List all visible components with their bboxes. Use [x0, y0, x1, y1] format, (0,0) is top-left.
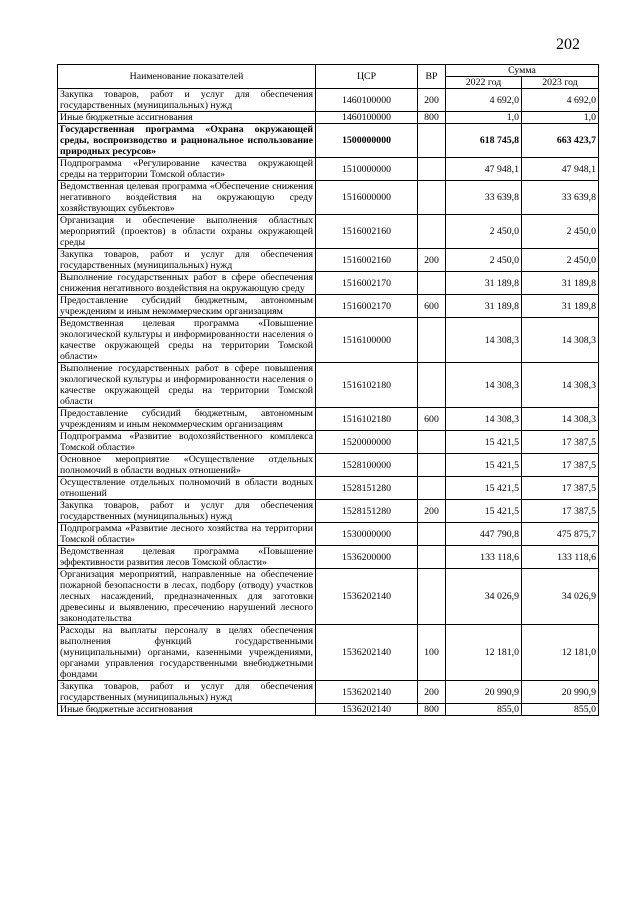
- row-amount-2022: 15 421,5: [446, 500, 522, 523]
- row-amount-2022: 15 421,5: [446, 454, 522, 477]
- row-amount-2022: 618 745,8: [446, 124, 522, 158]
- row-name: Организация мероприятий, направленные на обеспечение пожарной безопасности в лесах, подбору (отводу) участков лесных насаждений, предназначенных для заготовки древесины и выявлению, пресечению нарушений лесного законодательства: [58, 569, 316, 625]
- table-row: [58, 569, 599, 625]
- table-row: [58, 295, 599, 318]
- row-amount-2022: 14 308,3: [446, 363, 522, 408]
- row-csr: 1528151280: [316, 477, 418, 500]
- row-amount-2023: 12 181,0: [522, 625, 599, 681]
- row-csr: 1536202140: [316, 704, 418, 716]
- header-sum: Сумма: [446, 65, 599, 77]
- row-amount-2023: 31 189,8: [522, 272, 599, 295]
- row-vr: [418, 215, 446, 249]
- row-csr: 1536202140: [316, 569, 418, 625]
- row-amount-2023: 855,0: [522, 704, 599, 716]
- row-csr: 1536202140: [316, 681, 418, 704]
- row-amount-2023: 47 948,1: [522, 158, 599, 181]
- row-vr: [418, 569, 446, 625]
- budget-table: [57, 64, 599, 716]
- table-row: [58, 272, 599, 295]
- row-vr: [418, 124, 446, 158]
- row-name: Ведомственная целевая программа «Обеспечение снижения негативного воздействия на окружающую среду хозяйствующих субъектов»: [58, 181, 316, 215]
- header-year-2023: 2023 год: [522, 77, 599, 89]
- row-name: Государственная программа «Охрана окружающей среды, воспроизводство и рациональное использование природных ресурсов»: [58, 124, 316, 158]
- row-name: Расходы на выплаты персоналу в целях обеспечения выполнения функций государственными (муниципальными) органами, казенными учреждениями, органами управления государственными внебюджетными фондами: [58, 625, 316, 681]
- row-name: Закупка товаров, работ и услуг для обеспечения государственных (муниципальных) нужд: [58, 249, 316, 272]
- table-row: [58, 112, 599, 124]
- row-vr: 100: [418, 625, 446, 681]
- row-name: Организация и обеспечение выполнения областных мероприятий (проектов) в области охраны окружающей среды: [58, 215, 316, 249]
- row-amount-2022: 15 421,5: [446, 477, 522, 500]
- row-csr: 1516102180: [316, 363, 418, 408]
- row-amount-2022: 2 450,0: [446, 249, 522, 272]
- page-number: 202: [556, 36, 580, 53]
- row-csr: 1530000000: [316, 523, 418, 546]
- table-row: [58, 158, 599, 181]
- row-amount-2023: 663 423,7: [522, 124, 599, 158]
- table-row: [58, 477, 599, 500]
- row-csr: 1536202140: [316, 625, 418, 681]
- table-row: [58, 546, 599, 569]
- row-vr: [418, 181, 446, 215]
- table-row: [58, 318, 599, 363]
- row-amount-2022: 15 421,5: [446, 431, 522, 454]
- row-name: Ведомственная целевая программа «Повышение экологической культуры и информированности населения о качестве окружающей среды на территории Томской области»: [58, 318, 316, 363]
- row-csr: 1460100000: [316, 89, 418, 112]
- row-csr: 1516002160: [316, 249, 418, 272]
- table-row: [58, 431, 599, 454]
- row-amount-2022: 12 181,0: [446, 625, 522, 681]
- row-csr: 1516100000: [316, 318, 418, 363]
- row-amount-2022: 447 790,8: [446, 523, 522, 546]
- row-amount-2022: 33 639,8: [446, 181, 522, 215]
- row-name: Выполнение государственных работ в сфере обеспечения снижения негативного воздействия на окружающую среду: [58, 272, 316, 295]
- table-row: [58, 89, 599, 112]
- row-vr: 600: [418, 295, 446, 318]
- row-amount-2023: 17 387,5: [522, 500, 599, 523]
- row-vr: [418, 272, 446, 295]
- row-vr: 600: [418, 408, 446, 431]
- header-name: Наименование показателей: [58, 65, 316, 89]
- row-amount-2023: 14 308,3: [522, 318, 599, 363]
- row-vr: 200: [418, 500, 446, 523]
- row-csr: 1520000000: [316, 431, 418, 454]
- table-row: [58, 215, 599, 249]
- row-csr: 1516102180: [316, 408, 418, 431]
- row-vr: [418, 363, 446, 408]
- row-name: Ведомственная целевая программа «Повышение эффективности развития лесов Томской области»: [58, 546, 316, 569]
- row-name: Закупка товаров, работ и услуг для обеспечения государственных (муниципальных) нужд: [58, 500, 316, 523]
- row-amount-2023: 17 387,5: [522, 431, 599, 454]
- row-vr: [418, 318, 446, 363]
- table-row: [58, 249, 599, 272]
- row-amount-2023: 2 450,0: [522, 215, 599, 249]
- row-vr: 200: [418, 89, 446, 112]
- table-row: [58, 523, 599, 546]
- row-amount-2023: 14 308,3: [522, 363, 599, 408]
- row-vr: [418, 454, 446, 477]
- table-row: [58, 500, 599, 523]
- row-vr: 800: [418, 704, 446, 716]
- row-name: Осуществление отдельных полномочий в области водных отношений: [58, 477, 316, 500]
- table-row: [58, 124, 599, 158]
- row-amount-2022: 34 026,9: [446, 569, 522, 625]
- row-name: Подпрограмма «Регулирование качества окружающей среды на территории Томской области»: [58, 158, 316, 181]
- row-csr: 1516002170: [316, 295, 418, 318]
- row-csr: 1516000000: [316, 181, 418, 215]
- row-vr: [418, 477, 446, 500]
- row-name: Предоставление субсидий бюджетным, автономным учреждениям и иным некоммерческим организациям: [58, 295, 316, 318]
- header-year-2022: 2022 год: [446, 77, 522, 89]
- row-amount-2023: 34 026,9: [522, 569, 599, 625]
- row-name: Основное мероприятие «Осуществление отдельных полномочий в области водных отношений»: [58, 454, 316, 477]
- row-vr: [418, 546, 446, 569]
- row-vr: 200: [418, 249, 446, 272]
- row-csr: 1510000000: [316, 158, 418, 181]
- table-row: [58, 704, 599, 716]
- row-vr: [418, 158, 446, 181]
- row-amount-2023: 133 118,6: [522, 546, 599, 569]
- row-amount-2022: 855,0: [446, 704, 522, 716]
- row-vr: [418, 523, 446, 546]
- row-name: Подпрограмма «Развитие водохозяйственного комплекса Томской области»: [58, 431, 316, 454]
- table-row: [58, 625, 599, 681]
- row-name: Иные бюджетные ассигнования: [58, 112, 316, 124]
- row-csr: 1528151280: [316, 500, 418, 523]
- row-amount-2022: 2 450,0: [446, 215, 522, 249]
- row-name: Выполнение государственных работ в сфере повышения экологической культуры и информированности населения о качестве окружающей среды на территории Томской области: [58, 363, 316, 408]
- table-row: [58, 181, 599, 215]
- row-csr: 1528100000: [316, 454, 418, 477]
- row-amount-2023: 33 639,8: [522, 181, 599, 215]
- row-name: Иные бюджетные ассигнования: [58, 704, 316, 716]
- row-amount-2022: 14 308,3: [446, 408, 522, 431]
- header-vr: ВР: [418, 65, 446, 89]
- row-amount-2023: 31 189,8: [522, 295, 599, 318]
- row-name: Подпрограмма «Развитие лесного хозяйства на территории Томской области»: [58, 523, 316, 546]
- table-body: [58, 89, 599, 716]
- row-amount-2022: 20 990,9: [446, 681, 522, 704]
- table-header: [58, 65, 599, 89]
- table-row: [58, 681, 599, 704]
- row-amount-2023: 17 387,5: [522, 477, 599, 500]
- row-amount-2022: 31 189,8: [446, 272, 522, 295]
- row-vr: [418, 431, 446, 454]
- row-csr: 1500000000: [316, 124, 418, 158]
- row-amount-2022: 4 692,0: [446, 89, 522, 112]
- row-csr: 1516002160: [316, 215, 418, 249]
- row-amount-2023: 20 990,9: [522, 681, 599, 704]
- row-amount-2023: 1,0: [522, 112, 599, 124]
- row-name: Закупка товаров, работ и услуг для обеспечения государственных (муниципальных) нужд: [58, 89, 316, 112]
- row-amount-2023: 2 450,0: [522, 249, 599, 272]
- row-vr: 200: [418, 681, 446, 704]
- row-name: Закупка товаров, работ и услуг для обеспечения государственных (муниципальных) нужд: [58, 681, 316, 704]
- row-csr: 1516002170: [316, 272, 418, 295]
- table-row: [58, 363, 599, 408]
- row-amount-2023: 4 692,0: [522, 89, 599, 112]
- row-amount-2023: 475 875,7: [522, 523, 599, 546]
- row-amount-2022: 31 189,8: [446, 295, 522, 318]
- table-row: [58, 454, 599, 477]
- row-amount-2022: 47 948,1: [446, 158, 522, 181]
- row-amount-2022: 14 308,3: [446, 318, 522, 363]
- row-amount-2023: 17 387,5: [522, 454, 599, 477]
- row-amount-2022: 133 118,6: [446, 546, 522, 569]
- row-vr: 800: [418, 112, 446, 124]
- header-csr: ЦСР: [316, 65, 418, 89]
- table-row: [58, 408, 599, 431]
- row-amount-2022: 1,0: [446, 112, 522, 124]
- row-csr: 1460100000: [316, 112, 418, 124]
- row-name: Предоставление субсидий бюджетным, автономным учреждениям и иным некоммерческим организациям: [58, 408, 316, 431]
- row-amount-2023: 14 308,3: [522, 408, 599, 431]
- row-csr: 1536200000: [316, 546, 418, 569]
